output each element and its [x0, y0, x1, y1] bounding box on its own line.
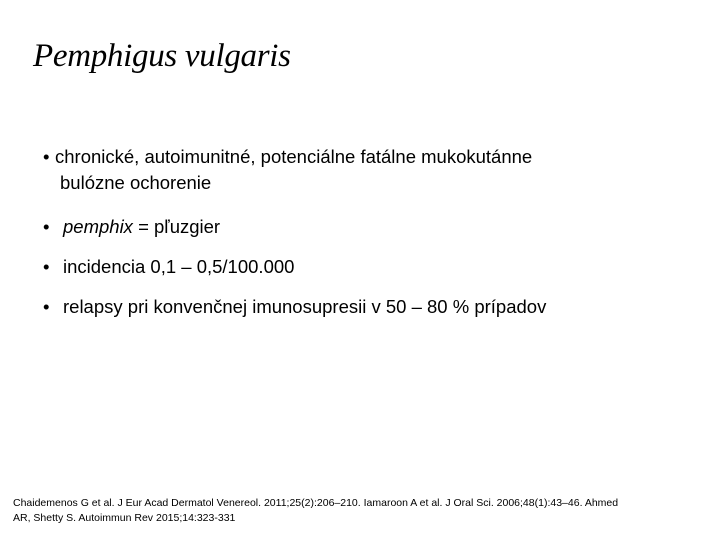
bullet-item	[43, 214, 220, 240]
bullet-term: pemphix	[63, 216, 133, 237]
references	[13, 496, 693, 526]
slide-title: Pemphigus vulgaris	[33, 38, 291, 74]
bullet-marker: •	[43, 146, 50, 167]
bullet-text: relapsy pri konvenčnej imunosupresii v 50 – 80 % prípadov	[63, 296, 547, 317]
bullet-continuation: bulózne ochorenie	[60, 172, 212, 193]
bullet-marker: •	[43, 296, 50, 317]
bullet-text: = pľuzgier	[132, 216, 221, 237]
bullet-item	[43, 294, 546, 320]
bullet-marker: •	[43, 256, 50, 277]
bullet-marker: •	[43, 216, 50, 237]
reference-line: Chaidemenos G et al. J Eur Acad Dermatol Venereol. 2011;25(2):206–210. Iamaroon A et al. J Oral Sci. 2006;48(1):43–46. Ahmed	[13, 497, 619, 509]
bullet-text: chronické, autoimunitné, potenciálne fatálne mukokutánne	[55, 146, 533, 167]
bullet-item	[43, 254, 294, 280]
bullet-text: incidencia 0,1 – 0,5/100.000	[63, 256, 295, 277]
bullet-item	[43, 144, 532, 170]
reference-line: AR, Shetty S. Autoimmun Rev 2015;14:323-331	[13, 512, 236, 524]
